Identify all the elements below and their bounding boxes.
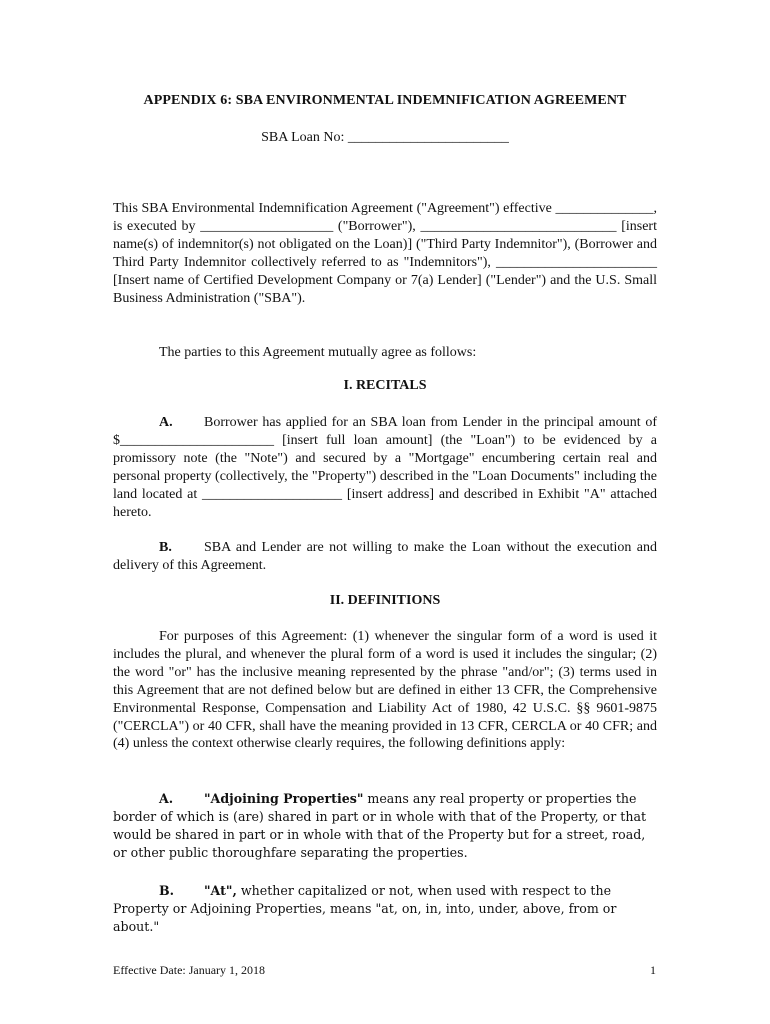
definition-b [113,882,657,936]
parties-paragraph [113,344,657,362]
parties-text: The parties to this Agreement mutually agree as follows: [159,345,477,360]
definition-b-tag: B. [159,883,175,898]
definitions-intro-text: For purposes of this Agreement: (1) whenever the singular form of a word is used it includes the plural, and whenever the plural form of a word is used it includes the singular; (2) the word "or" has the inclusive meaning represented by the phrase "and/or"; (3) terms used in this Agreement that are not defined below but are defined in either 13 CFR, the Comprehensive Environmental Response, Compensation and Liability Act of 1980, 42 U.S.C. §§ 9601-9875 ("CERCLA") or 40 CFR, shall have the meaning provided in 13 CFR, CERCLA or 40 CFR; and (4) unless the context otherwise clearly requires, the following definitions apply: [113,629,657,752]
definition-a-tag: A. [159,791,174,806]
recital-b [113,539,657,575]
sba-loan-number: SBA Loan No: _______________________ [261,130,509,145]
definition-a-text: means any real property or properties the border of which is (are) shared in part or in whole with that of the Property, or that would be shared in part or in whole with that of the Property but for a street, road, or other public thoroughfare separating the properties. [113,791,647,860]
definition-b-text: whether capitalized or not, when used with respect to the Property or Adjoining Properties, means "at, on, in, into, under, above, from or about." [113,883,617,934]
recital-a [113,414,657,521]
recital-a-text: Borrower has applied for an SBA loan from Lender in the principal amount of $______________________ [insert full loan amount] (the "Loan") to be evidenced by a promissory note (the "Note") and secured by a "Mortgage" encumbering certain real and personal property (collectively, the "Property") described in the "Loan Documents" including the land located at ____________________ [insert address] and described in Exhibit "A" attached hereto. [113,415,657,520]
footer-page-number: 1 [650,963,656,977]
document-title: APPENDIX 6: SBA ENVIRONMENTAL INDEMNIFICATION AGREEMENT [143,93,627,108]
definition-a [113,790,657,862]
definitions-intro [113,628,657,753]
definition-a-term: "Adjoining Properties" [204,791,364,806]
section-recitals-heading: I. RECITALS [343,378,427,393]
section-definitions-heading: II. DEFINITIONS [329,593,441,608]
recital-b-tag: B. [159,540,172,555]
definition-b-term: "At", [204,883,237,898]
footer-effective-date: Effective Date: January 1, 2018 [113,963,266,977]
recital-a-tag: A. [159,415,173,430]
intro-paragraph: This SBA Environmental Indemnification Agreement ("Agreement") effective ______________, is executed by ___________________ ("Borrower"), ____________________________ [insert name(s) of indemnitor(s) not obligated on the Loan)] ("Third Party Indemnitor"), (Borrower and Third Party Indemnitor collectively referred to as "Indemnitors"), _______________________ [Insert name of Certified Development Company or 7(a) Lender] ("Lender") and the U.S. Small Business Administration ("SBA"). [113,201,657,306]
recital-b-text: SBA and Lender are not willing to make the Loan without the execution and delivery of this Agreement. [113,540,657,573]
